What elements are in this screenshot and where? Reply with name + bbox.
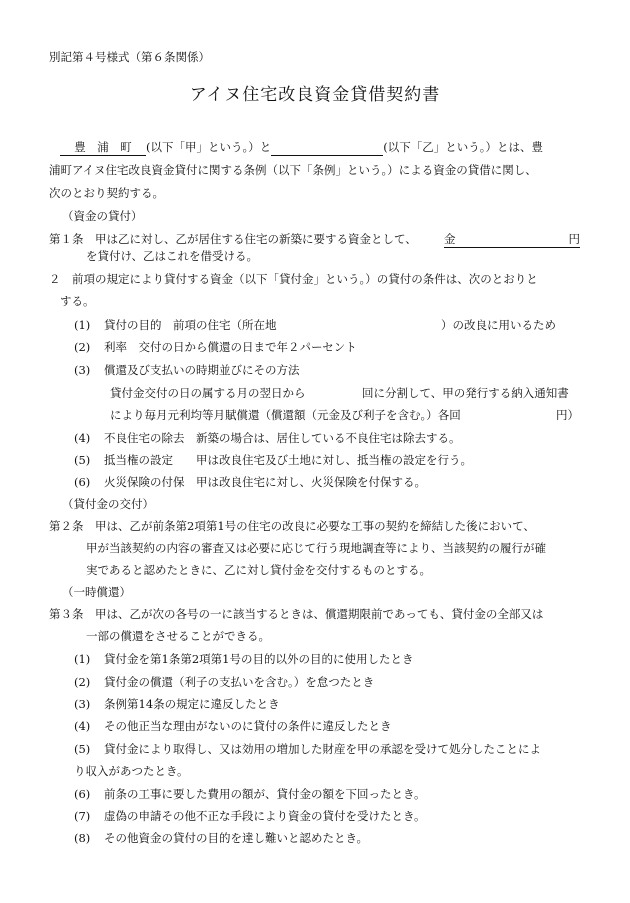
reason-8-text: その他資金の貸付の目的を達し難いと認めたとき。 <box>104 831 369 845</box>
preamble-line-2: 浦町アイヌ住宅改良資金貸付に関する条例（以下「条例」という。）による資金の貸借に関し、 <box>49 163 537 177</box>
article-1-para-2-line-2: する。 <box>60 294 95 308</box>
loan-amount-field <box>444 231 580 248</box>
item-2-number: (2) <box>74 340 91 354</box>
reason-5-text: 貸付金により取得し、又は効用の増加した財産を甲の承認を受けて処分したことによ <box>104 742 541 756</box>
party-b-blank <box>271 139 383 156</box>
preamble-line-3: 次のとおり契約する。 <box>49 186 164 200</box>
reason-7-number: (7) <box>74 809 91 823</box>
item-4-text: 不良住宅の除去 新築の場合は、居住している不良住宅は除去する。 <box>104 431 461 445</box>
item-1-text: 貸付の目的 前項の住宅（所在地 <box>104 318 277 332</box>
item-5-number: (5) <box>74 453 91 467</box>
loan-heading: （資金の貸付） <box>62 209 143 223</box>
item-1-number: (1) <box>74 318 91 332</box>
reason-5-number: (5) <box>74 742 91 756</box>
reason-6-number: (6) <box>74 787 91 801</box>
reason-6-text: 前条の工事に要した費用の額が、貸付金の額を下回ったとき。 <box>104 787 426 801</box>
preamble-seg1: (以下「甲」という。）と <box>146 140 272 154</box>
article-3-line-2: 一部の償還をさせることができる。 <box>86 629 270 643</box>
reason-5-text-2: り収入があつたとき。 <box>74 764 189 778</box>
item-3-number: (3) <box>74 363 91 377</box>
loan-amount-prefix: 金 <box>444 232 456 246</box>
article-1-line-2: を貸付け、乙はこれを借受ける。 <box>86 249 259 263</box>
reason-2-number: (2) <box>74 675 91 689</box>
reason-1-number: (1) <box>74 652 91 666</box>
form-label: 別記第４号様式（第６条関係） <box>49 50 210 64</box>
article-1-line-1 <box>49 231 417 247</box>
delivery-heading: （貸付金の交付） <box>62 497 154 511</box>
article-2-line-2: 甲が当該契約の内容の審査又は必要に応じて行う現地調査等により、当該契約の履行が確 <box>86 541 546 555</box>
item-3-sub-1a: 貸付金交付の日の属する月の翌日から <box>110 386 306 400</box>
lump-heading: （一時償還） <box>62 585 131 599</box>
preamble-seg2: (以下「乙」という。）とは、豊 <box>383 140 543 154</box>
item-3-sub-2a: により毎月元利均等月賦償還（償還額（元金及び利子を含む。）各回 <box>110 408 461 422</box>
reason-1-text: 貸付金を第1条第2項第1号の目的以外の目的に使用したとき <box>104 652 414 666</box>
item-1-tail: ）の改良に用いるため <box>441 318 556 332</box>
loan-amount <box>444 231 580 248</box>
reason-4-number: (4) <box>74 719 91 733</box>
article-1-para-2-line-1: ２ 前項の規定により貸付する資金（以下「貸付金」という。）の貸付の条件は、次のとおりと <box>49 272 538 286</box>
item-6-text: 火災保険の付保 甲は改良住宅に対し、火災保険を付保する。 <box>104 475 426 489</box>
item-3-text: 償還及び支払いの時期並びにその方法 <box>104 363 300 377</box>
reason-8-number: (8) <box>74 831 91 845</box>
reason-2-text: 貸付金の償還（利子の支払いを含む。）を怠つたとき <box>104 675 375 689</box>
article-2-line-1: 第２条 甲は、乙が前条第2項第1号の住宅の改良に必要な工事の契約を締結した後において、 <box>49 519 535 533</box>
document-title: アイヌ住宅改良資金貸借契約書 <box>189 85 441 105</box>
article-3-line-1: 第３条 甲は、乙が次の各号の一に該当するときは、償還期限前であっても、貸付金の全部又は <box>49 607 544 621</box>
article-1-text: 第１条 甲は乙に対し、乙が居住する住宅の新築に要する資金として、 <box>49 232 417 246</box>
reason-3-text: 条例第14条の規定に違反したとき <box>104 697 280 711</box>
preamble-line-1 <box>60 139 543 156</box>
item-4-number: (4) <box>74 431 91 445</box>
reason-4-text: その他正当な理由がないのに貸付の条件に違反したとき <box>104 719 392 733</box>
reason-3-number: (3) <box>74 697 91 711</box>
article-2-line-3: 実であると認めたときに、乙に対し貸付金を交付するものとする。 <box>86 563 431 577</box>
reason-7-text: 虚偽の申請その他不正な手段により資金の貸付を受けたとき。 <box>104 809 426 823</box>
item-5-text: 抵当権の設定 甲は改良住宅及び土地に対し、抵当権の設定を行う。 <box>104 453 472 467</box>
item-2-text: 利率 交付の日から償還の日まで年２パーセント <box>104 340 357 354</box>
party-a-name: 豊 浦 町 <box>60 139 146 156</box>
item-6-number: (6) <box>74 475 91 489</box>
loan-amount-suffix: 円 <box>568 232 580 246</box>
item-3-sub-1b: 回に分割して、甲の発行する納入通知書 <box>362 386 569 400</box>
item-3-sub-2b: 円） <box>556 408 579 422</box>
